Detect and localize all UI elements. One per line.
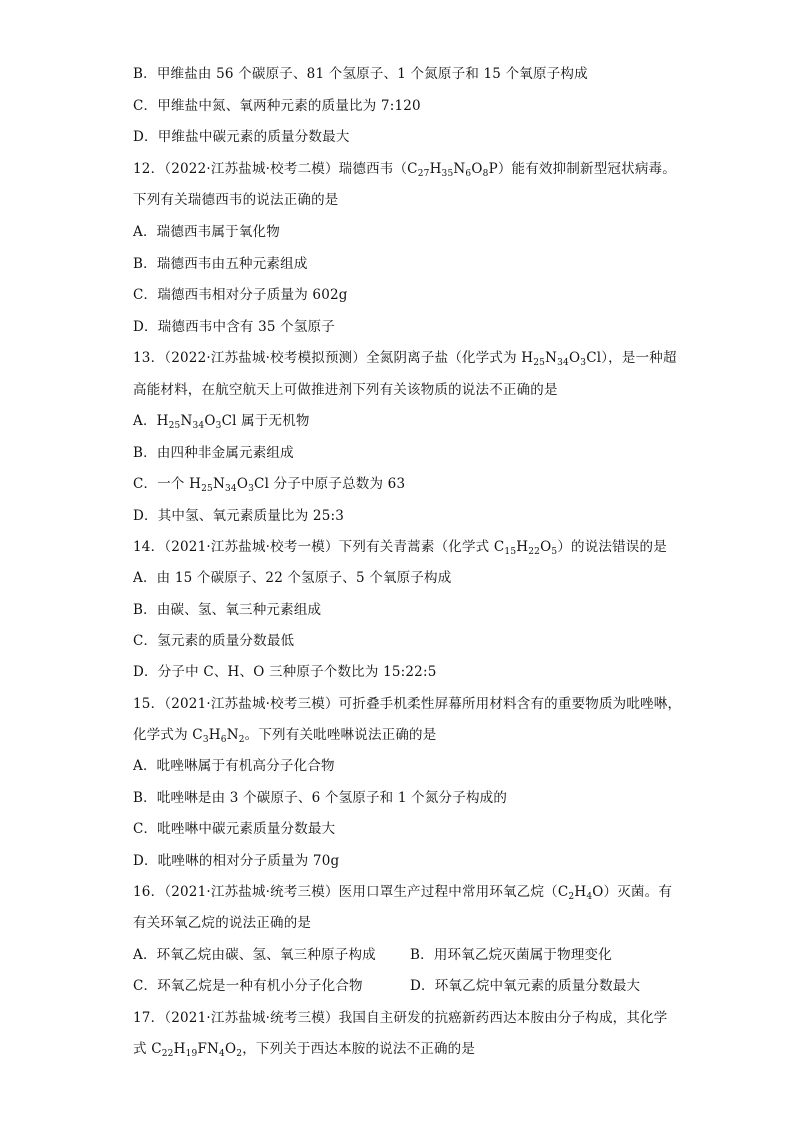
q14-stem: 14．（2021·江苏盐城·校考一模）下列有关青蒿素（化学式 $C_{15}H_{22}O_5$）的说法错误的是 [133,539,667,557]
q15-stem: 15．（2021·江苏盐城·校考三模）可折叠手机柔性屏幕所用材料含有的重要物质为吡唑啉， [133,696,682,712]
q13-option-a: A．$H_{25}N_{34}O_3Cl$ 属于无机物 [133,413,310,431]
q15-option-a: A．吡唑啉属于有机高分子化合物 [133,758,335,774]
q16-option-b: B．用环氧乙烷灭菌属于物理变化 [410,947,612,963]
q15-stem-cont: 化学式为 $C_3H_6N_2$。下列有关吡唑啉说法正确的是 [133,727,437,745]
q12-option-c: C．瑞德西韦相对分子质量为 602g [133,287,348,303]
q13-stem: 13．（2022·江苏盐城·校考模拟预测）全氮阴离子盐（化学式为 $H_{25}N_{34}O_3Cl$），是一种超 [133,350,677,368]
q17-stem-cont: 式 $C_{22}H_{19}FN_4O_2$，下列关于西达本胺的说法不正确的是 [133,1041,476,1059]
q12-stem-cont: 下列有关瑞德西韦的说法正确的是 [133,192,339,208]
q14-option-a: A．由 15 个碳原子、22 个氢原子、5 个氧原子构成 [133,570,452,586]
q13-stem-cont: 高能材料，在航空航天上可做推进剂下列有关该物质的说法不正确的是 [133,382,558,398]
q16-stem-cont: 有关环氧乙烷的说法正确的是 [133,915,312,931]
q15-option-b: B．吡唑啉是由 3 个碳原子、6 个氢原子和 1 个氮分子构成的 [133,790,508,806]
q13-option-b: B．由四种非金属元素组成 [133,445,294,461]
q12-option-d: D．瑞德西韦中含有 35 个氢原子 [133,319,335,335]
q16-stem: 16．（2021·江苏盐城·统考三模）医用口罩生产过程中常用环氧乙烷$(C_2H_4O)$灭菌。有 [133,884,673,902]
q13-option-c: C．一个 $H_{25}N_{34}O_3Cl$ 分子中原子总数为 63 [133,476,406,494]
q11-option-d: D．甲维盐中碳元素的质量分数最大 [133,129,350,145]
q11-option-c: C．甲维盐中氮、氧两种元素的质量比为 7:120 [133,98,421,114]
q14-option-b: B．由碳、氢、氧三种元素组成 [133,602,322,618]
q12-option-b: B．瑞德西韦由五种元素组成 [133,256,308,272]
q16-option-d: D．环氧乙烷中氧元素的质量分数最大 [410,978,641,994]
q16-option-a: A．环氧乙烷由碳、氢、氧三种原子构成 [133,947,376,963]
q15-option-d: D．吡唑啉的相对分子质量为 70g [133,853,340,869]
q14-option-c: C．氢元素的质量分数最低 [133,633,295,649]
q12-option-a: A．瑞德西韦属于氧化物 [133,224,280,240]
q16-options-row-1 [133,945,653,965]
q11-option-b: B．甲维盐由 56 个碳原子、81 个氢原子、1 个氮原子和 15 个氧原子构成 [133,66,588,82]
q14-option-d: D．分子中 C、H、O 三种原子个数比为 15:22:5 [133,664,437,680]
q15-option-c: C．吡唑啉中碳元素质量分数最大 [133,821,336,837]
q17-stem: 17．（2021·江苏盐城·统考三模）我国自主研发的抗癌新药西达本胺由分子构成，其化学 [133,1010,668,1026]
q12-stem: 12．（2022·江苏盐城·校考二模）瑞德西韦$(C_{27}H_{35}N_6O_8P)$能有效抑制新型冠状病毒。 [133,161,676,179]
q16-options-row-2 [133,976,653,996]
q13-option-d: D．其中氢、氧元素质量比为 25:3 [133,508,345,524]
q16-option-c: C．环氧乙烷是一种有机小分子化合物 [133,978,363,994]
